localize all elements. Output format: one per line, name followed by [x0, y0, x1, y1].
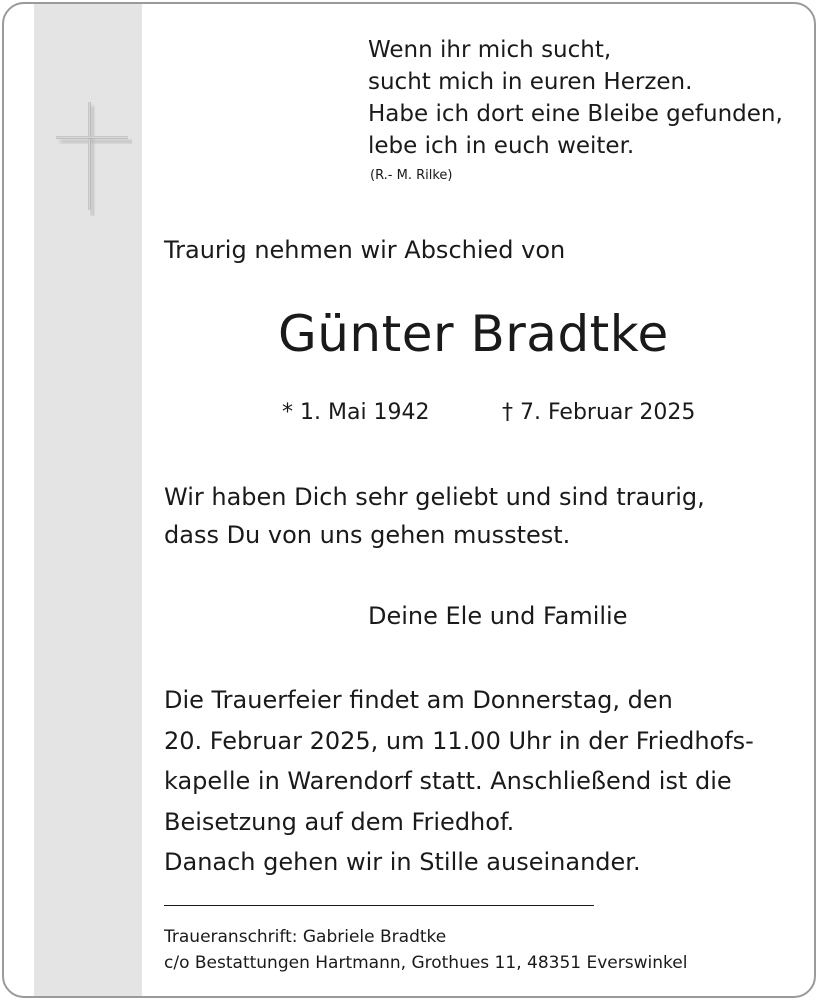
family-signature: Deine Ele und Familie — [368, 602, 628, 630]
poem-line: Wenn ihr mich sucht, — [368, 37, 612, 63]
cross-icon — [52, 100, 132, 216]
intro-text: Traurig nehmen wir Abschied von — [164, 236, 566, 264]
message-line: dass Du von uns gehen musstest. — [164, 521, 571, 549]
poem-line: sucht mich in euren Herzen. — [368, 69, 693, 95]
poem-line: lebe ich in euch weiter. — [368, 133, 635, 159]
ceremony-line: Beisetzung auf dem Friedhof. — [164, 807, 515, 836]
ceremony-line: 20. Februar 2025, um 11.00 Uhr in der Friedhofs- — [164, 726, 754, 755]
birth-date: * 1. Mai 1942 — [282, 400, 430, 425]
address-line: Traueranschrift: Gabriele Bradtke — [164, 927, 447, 947]
ceremony-line: Die Trauerfeier findet am Donnerstag, den — [164, 686, 673, 714]
poem-author: (R.- M. Rilke) — [370, 168, 453, 183]
obituary-card — [2, 2, 816, 998]
message-line: Wir haben Dich sehr geliebt und sind traurig, — [164, 483, 705, 511]
obituary-content — [164, 4, 804, 996]
divider — [164, 905, 594, 906]
death-date: † 7. Februar 2025 — [502, 400, 696, 425]
deceased-name: Günter Bradtke — [278, 305, 669, 363]
poem — [368, 34, 783, 186]
mourning-address — [164, 924, 687, 976]
poem-line: Habe ich dort eine Bleibe gefunden, — [368, 101, 783, 127]
life-dates — [282, 398, 696, 428]
address-line: c/o Bestattungen Hartmann, Grothues 11, 48351 Everswinkel — [164, 953, 688, 973]
family-message — [164, 478, 705, 554]
closing-text: Danach gehen wir in Stille auseinander. — [164, 848, 641, 876]
ceremony-line: kapelle in Warendorf statt. Anschließend ist die — [164, 767, 732, 795]
ceremony-info — [164, 680, 754, 842]
